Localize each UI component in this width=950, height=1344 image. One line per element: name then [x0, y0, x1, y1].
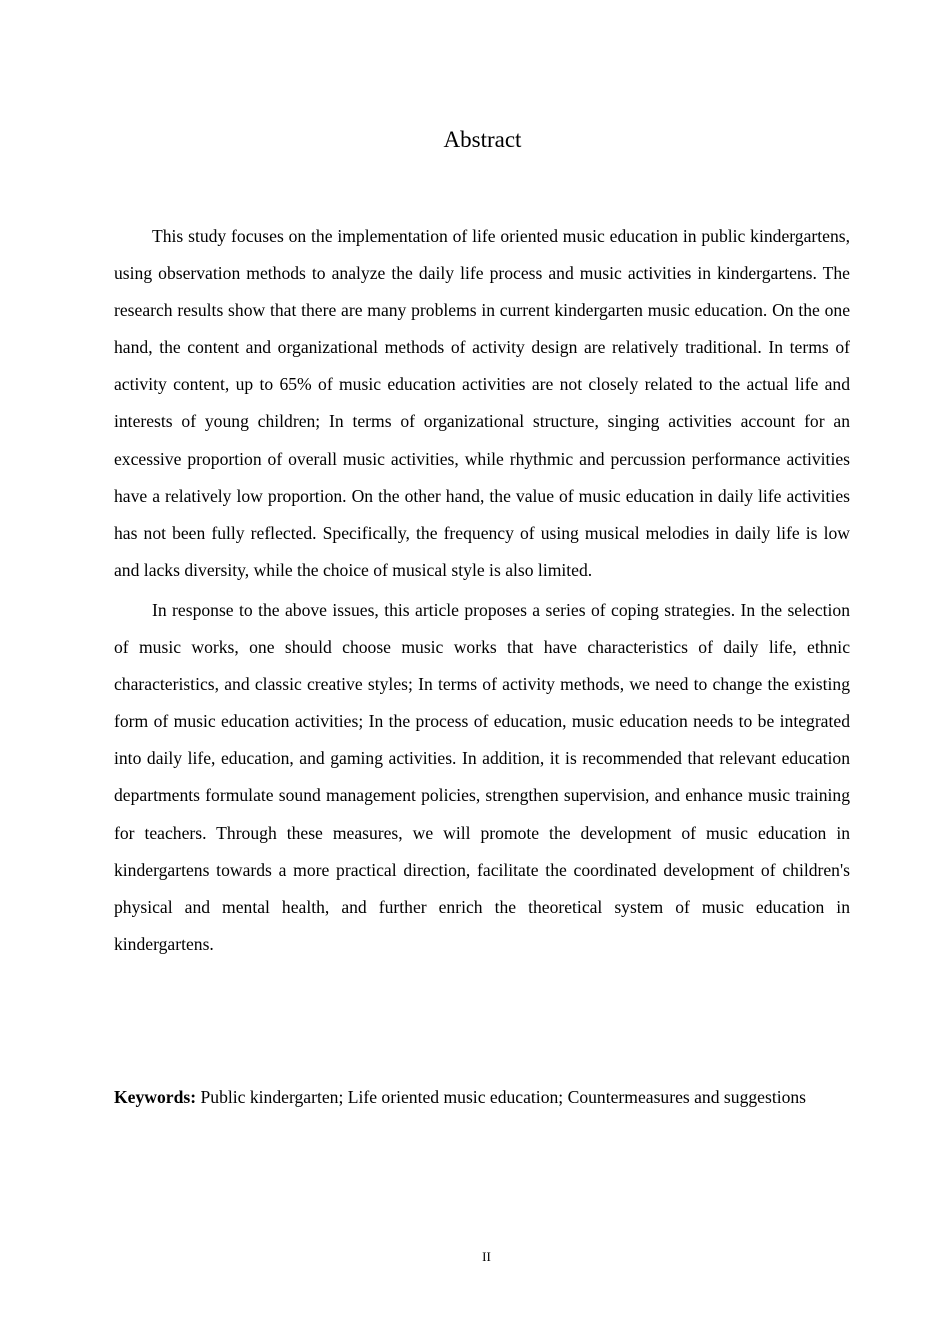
page-number: II [482, 1249, 491, 1264]
abstract-title: Abstract [443, 127, 522, 152]
keywords-line [114, 1079, 850, 1115]
abstract-body [114, 218, 850, 966]
keywords-text: Public kindergarten; Life oriented music education; Countermeasures and suggestions [200, 1087, 807, 1107]
abstract-paragraph-1: This study focuses on the implementation of life oriented music education in public kindergartens, using observation methods to analyze the daily life process and music activities in kindergartens. The research results show that there are many problems in current kindergarten music education. On the one hand, the content and organizational methods of activity design are relatively traditional. In terms of activity content, up to 65% of music education activities are not closely related to the actual life and interests of young children; In terms of organizational structure, singing activities account for an excessive proportion of overall music activities, while rhythmic and percussion performance activities have a relatively low proportion. On the other hand, the value of music education in daily life activities has not been fully reflected. Specifically, the frequency of using musical melodies in daily life is low and lacks diversity, while the choice of musical style is also limited. [114, 226, 850, 580]
abstract-paragraph-2: In response to the above issues, this article proposes a series of coping strategies. In the selection of music works, one should choose music works that have characteristics of daily life, ethnic characteristics, and classic creative styles; In terms of activity methods, we need to change the existing form of music education activities; In the process of education, music education needs to be integrated into daily life, education, and gaming activities. In addition, it is recommended that relevant education departments formulate sound management policies, strengthen supervision, and enhance music training for teachers. Through these measures, we will promote the development of music education in kindergartens towards a more practical direction, facilitate the coordinated development of children's physical and mental health, and further enrich the theoretical system of music education in kindergartens. [114, 599, 850, 954]
keywords-label: Keywords: [114, 1087, 197, 1107]
